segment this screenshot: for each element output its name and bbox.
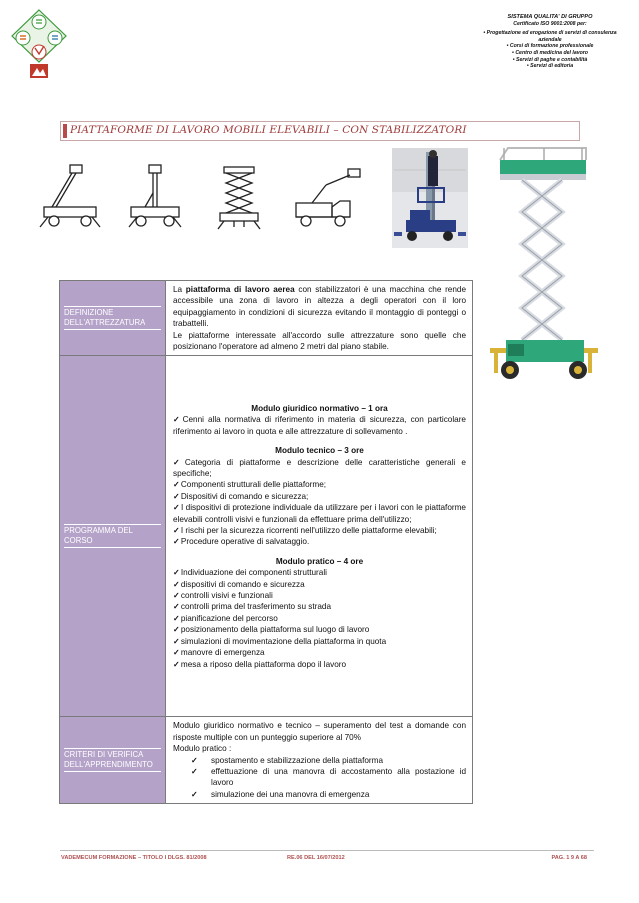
table-row: [60, 717, 473, 804]
quality-item: • Corsi di formazione professionale: [480, 43, 620, 50]
table-row: [60, 281, 473, 356]
list-item: ✓ effettuazione di una manovra di accostamento alla postazione id lavoro: [183, 766, 466, 789]
quality-certificate: Certificato ISO 9001:2008 per:: [513, 20, 587, 27]
list-item: ✓ I rischi per la sicurezza ricorrenti nell'utilizzo delle piattaforme elevabili;: [173, 525, 466, 536]
module-title: Modulo giuridico normativo – 1 ora: [251, 403, 388, 413]
list-item: ✓ manovre di emergenza: [173, 647, 466, 658]
quality-item: • Progettazione ed erogazione di servizi di consulenza aziendale: [480, 30, 620, 43]
definition-term: piattaforma di lavoro aerea: [185, 285, 295, 294]
list-item: ✓ Procedure operative di salvataggio.: [173, 536, 466, 547]
program-content: [166, 356, 473, 717]
list-item: ✓ simulazioni di movimentazione della piattaforma in quota: [173, 636, 466, 647]
definition-content: [166, 281, 473, 356]
criteria-text: Modulo giuridico normativo e tecnico – superamento del test a domande con risposte multiple con un punteggio superiore al 70%: [173, 721, 466, 742]
telescopic-lift-icon: [123, 163, 193, 233]
definition-label-cell: [60, 281, 166, 356]
footer-left: VADEMECUM FORMAZIONE – TITOLO I DLGS. 81/2008: [61, 855, 207, 861]
criteria-content: [166, 717, 473, 804]
quality-title: SISTEMA QUALITA' DI GRUPPO: [507, 14, 593, 20]
list-item: ✓ controlli visivi e funzionali: [173, 590, 466, 601]
module-title: Modulo pratico – 4 ore: [275, 556, 364, 566]
list-item: ✓ pianificazione del percorso: [173, 613, 466, 624]
quality-item: • Servizi di editoria: [480, 63, 620, 70]
quality-item: • Servizi di paghe e contabilità: [480, 57, 620, 64]
group-logo-icon: [8, 8, 70, 80]
list-item: ✓ Componenti strutturali delle piattaforme;: [173, 479, 466, 490]
quality-list: [480, 30, 620, 70]
list-item: ✓ Cenni alla normativa di riferimento in materia di sicurezza, con particolare riferimento ai lavoro in quota e alle attrezzature di sollevamento .: [173, 414, 466, 437]
list-item: ✓ spostamento e stabilizzazione della piattaforma: [183, 755, 466, 766]
list-item: ✓ Individuazione dei componenti strutturali: [173, 567, 466, 578]
definition-text: con stabilizzatori è una macchina che rende accessibile una zona di lavoro in altezza a degli operatori con il loro equipaggiamento in condizioni di sicurezza evitando il montaggio di ponteggi o trabattelli.: [173, 285, 467, 329]
section-title-bar: [60, 121, 580, 141]
module-title: Modulo tecnico – 3 ore: [275, 446, 364, 456]
definition-lead: La: [173, 285, 183, 294]
course-table: [59, 280, 473, 804]
footer-rule: [60, 850, 594, 851]
program-label: PROGRAMMA DEL CORSO: [64, 524, 161, 548]
mast-lift-photo: [392, 148, 468, 248]
list-item: ✓ controlli prima del trasferimento su strada: [173, 601, 466, 612]
list-item: ✓ Categoria di piattaforme e descrizione delle caratteristiche generali e specifiche;: [173, 457, 466, 480]
list-item: ✓ dispositivi di comando e sicurezza: [173, 579, 466, 590]
list-item: ✓ posizionamento della piattaforma sul luogo di lavoro: [173, 624, 466, 635]
list-item: ✓ I dispositivi di protezione individuale da utilizzare per i lavori con le piattaforme elevabili controlli visivi e funzionali da effettuare prima dell'utilizzo;: [173, 502, 466, 525]
list-item: ✓ simulazione dei una manovra di emergenza: [183, 789, 466, 800]
section-title: PIATTAFORME DI LAVORO MOBILI ELEVABILI – CON STABILIZZATORI: [70, 124, 467, 136]
list-item: ✓ mesa a riposo della piattaforma dopo il lavoro: [173, 659, 466, 670]
list-item: ✓ Dispositivi di comando e sicurezza;: [173, 491, 466, 502]
criteria-label-cell: [60, 717, 166, 804]
program-label-cell: [60, 356, 166, 717]
quality-item: • Centro di medicina del lavoro: [480, 50, 620, 57]
definition-paragraph: [173, 284, 466, 330]
definition-paragraph-2: Le piattaforme interessate all'accordo sulle attrezzature sono quelle che posizionano l'operatore ad almeno 2 metri dal piano stabile.: [173, 330, 466, 352]
definition-label: DEFINIZIONE DELL'ATTREZZATURA: [64, 306, 161, 330]
scissor-lift-photo: [486, 142, 600, 388]
footer-center: RE.06 DEL 16/07/2012: [287, 855, 345, 861]
criteria-list: [173, 755, 466, 801]
scissor-lift-icon: [212, 163, 272, 233]
truck-mounted-lift-icon: [292, 163, 392, 233]
table-row: [60, 356, 473, 717]
page-number: PAG. 1 9 A 68: [551, 855, 587, 861]
title-accent: [63, 124, 67, 138]
quality-certification-block: [480, 14, 620, 70]
criteria-practical: Modulo pratico :: [173, 744, 232, 754]
criteria-label: CRITERI DI VERIFICA DELL'APPRENDIMENTO: [64, 748, 161, 772]
